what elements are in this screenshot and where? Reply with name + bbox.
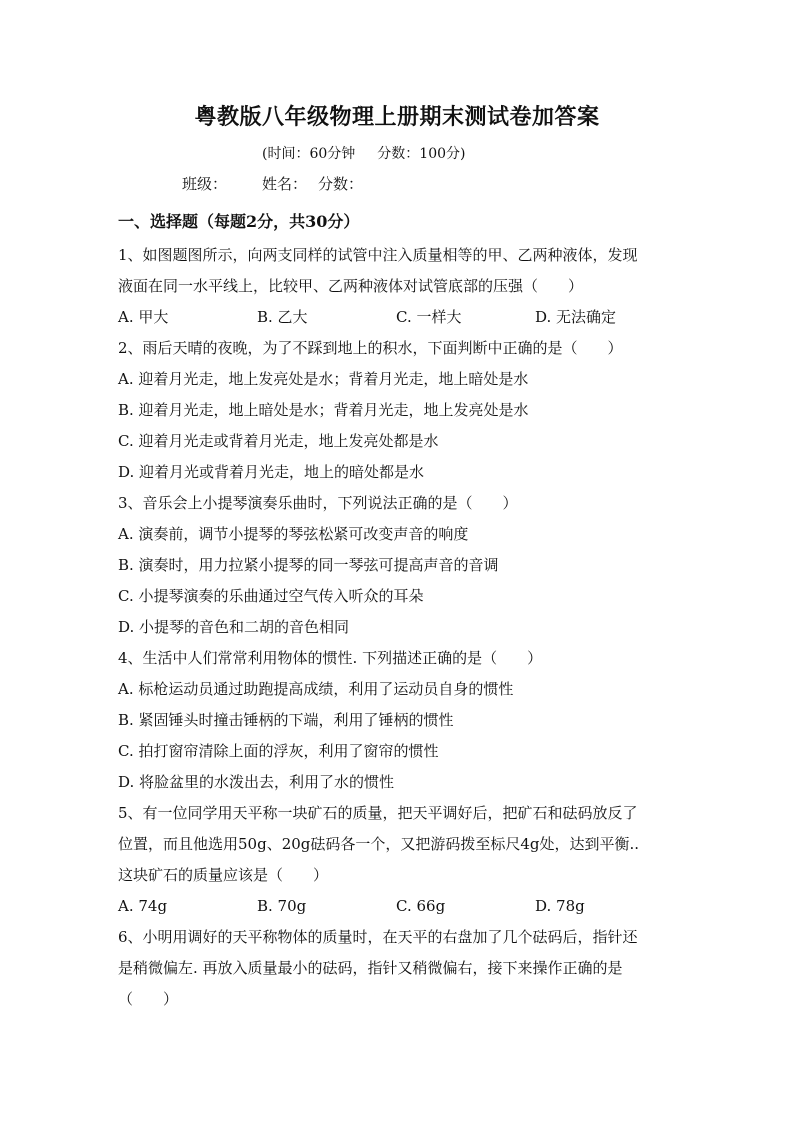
question-6-stem-line-2: 是稍微偏左. 再放入质量最小的砝码，指针又稍微偏右，接下来操作正确的是 [118,959,623,977]
question-5-stem-line-3: 这块矿石的质量应该是（ ） [118,866,329,884]
question-4-option-c: C. 拍打窗帘清除上面的浮灰，利用了窗帘的惯性 [118,742,439,760]
question-3-option-b: B. 演奏时，用力拉紧小提琴的同一琴弦可提高声音的音调 [118,556,499,574]
question-6-stem-line-3: （ ） [118,990,179,1008]
option-a: A. 74g [118,897,168,915]
exam-meta [262,143,465,163]
question-6-stem-line-1: 6、小明用调好的天平称物体的质量时，在天平的右盘加了几个砝码后，指针还 [118,928,638,946]
question-5-stem-line-1: 5、有一位同学用天平称一块矿石的质量，把天平调好后，把矿石和砝码放反了 [118,804,638,822]
page-title: 粤教版八年级物理上册期末测试卷加答案 [194,104,600,130]
option-a: A. 甲大 [118,308,169,326]
student-info-line [182,173,363,194]
section-heading: 一、选择题（每题2分，共30分） [118,212,360,231]
question-4-option-b: B. 紧固锤头时撞击锤柄的下端，利用了锤柄的惯性 [118,711,454,729]
question-3-stem: 3、音乐会上小提琴演奏乐曲时，下列说法正确的是（ ） [118,494,518,512]
option-c: C. 66g [396,897,446,915]
question-1-options [118,302,680,333]
question-2-option-a: A. 迎着月光走，地上发亮处是水；背着月光走，地上暗处是水 [118,370,529,388]
question-4-stem: 4、生活中人们常常利用物体的惯性. 下列描述正确的是（ ） [118,649,543,667]
class-label: 班级： [182,175,228,193]
exam-total-score: 分数：100分) [377,146,466,162]
question-4-option-d: D. 将脸盆里的水泼出去，利用了水的惯性 [118,773,395,791]
question-4-option-a: A. 标枪运动员通过助跑提高成绩，利用了运动员自身的惯性 [118,680,514,698]
question-2-option-c: C. 迎着月光走或背着月光走，地上发亮处都是水 [118,432,439,450]
option-d: D. 无法确定 [535,308,617,326]
question-5-options [118,891,680,922]
question-2-stem: 2、雨后天晴的夜晚，为了不踩到地上的积水，下面判断中正确的是（ ） [118,339,623,357]
question-2-option-b: B. 迎着月光走，地上暗处是水；背着月光走，地上发亮处是水 [118,401,529,419]
question-3-option-c: C. 小提琴演奏的乐曲通过空气传入听众的耳朵 [118,587,424,605]
option-b: B. 70g [257,897,307,915]
score-label: 分数： [318,175,364,193]
exam-time: (时间：60分钟 [262,146,356,162]
option-b: B. 乙大 [257,308,308,326]
questions-body [118,240,680,1015]
question-1-stem-line-2: 液面在同一水平线上，比较甲、乙两种液体对试管底部的压强（ ） [118,277,584,295]
question-2-option-d: D. 迎着月光或背着月光走，地上的暗处都是水 [118,463,425,481]
option-c: C. 一样大 [396,308,462,326]
question-3-option-a: A. 演奏前，调节小提琴的琴弦松紧可改变声音的响度 [118,525,469,543]
question-5-stem-line-2: 位置，而且他选用50g、20g砝码各一个，又把游码拨至标尺4g处，达到平衡.. [118,835,640,853]
question-1-stem-line-1: 1、如图题图所示，向两支同样的试管中注入质量相等的甲、乙两种液体，发现 [118,246,638,264]
name-label: 姓名： [262,175,308,193]
question-3-option-d: D. 小提琴的音色和二胡的音色相同 [118,618,350,636]
option-d: D. 78g [535,897,585,915]
